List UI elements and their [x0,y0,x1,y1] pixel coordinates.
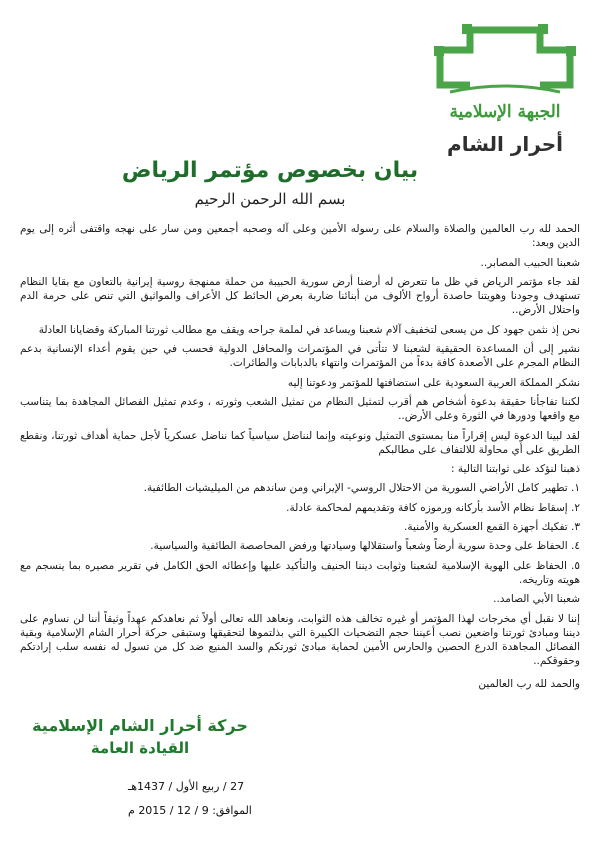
paragraph-principles-intro: ذهبنا لنؤكد على ثوابتنا التالية : [451,463,580,476]
signature-block [20,716,260,757]
logo-text-front: الجبهة الإسلامية [449,102,561,122]
principle-item-1: ١. تطهير كامل الأراضي السورية من الاحتلال الروسي- الإيراني ومن ساندهم من الميليشيات الطائفية. [143,482,580,495]
leadership-name: القيادة العامة [90,739,190,757]
paragraph-opening: الحمد لله رب العالمين والصلاة والسلام على رسوله الأمين وعلى آله وصحبه أجمعين ومن سار على نهجه واقتفى أثره إلى يوم الدين وبعد: [20,223,580,250]
logo-text-name: أحرار الشام [447,132,563,156]
paragraph-closing: والحمد لله رب العالمين [478,677,580,690]
paragraph-address: شعبنا الحبيب المصابر.. [480,256,580,269]
paragraph-appreciation: نحن إذ نثمن جهود كل من يسعى لتخفيف آلام شعبنا ويساعد في لملمة جراحه ويقف مع مطالب ثورتنا المباركة وقضايانا العادلة [38,323,580,336]
paragraph-address-2: شعبنا الأبي الصامد.. [493,593,580,606]
basmala: بسم الله الرحمن الرحيم [194,190,346,208]
hijri-date: 27 / ربيع الأول / 1437هـ [128,780,245,793]
principle-item-3: ٣. تفكيك أجهزة القمع العسكرية والأمنية. [404,521,580,534]
principle-item-2: ٢. إسقاط نظام الأسد بأركانه ورموزه كافة وتقديمهم لمحاكمة عادلة. [286,501,580,514]
paragraph-participation: لقد لبينا الدعوة ليس إقراراً منا بمستوى التمثيل ونوعيته وإنما لنناضل سياسياً كما نناضل عسكرياً لأجل حماية أهداف ثورتنا، ونقطع الطريق على أي محاولة للالتفاف على مطالبكم [20,429,580,456]
paragraph-thanks: نشكر المملكة العربية السعودية على استضافتها للمؤتمر ودعوتنا إليه [287,376,580,389]
paragraph-note: نشير إلى أن المساعدة الحقيقية لشعبنا لا تتأتى في المؤتمرات والمحافل الدولية فحسب في حين يقوم أعداء الإنسانية بدعم النظام المجرم على الأصعدة كافة بدءاً من المؤتمرات وانتهاء بالدبابات والطائرات. [20,343,580,370]
movement-name: حركة أحرار الشام الإسلامية [32,716,248,735]
gregorian-date: الموافق: 9 / 12 / 2015 م [128,804,252,817]
page-title: بيان بخصوص مؤتمر الرياض [121,158,419,183]
organization-logo [430,20,580,170]
paragraph-context: لقد جاء مؤتمر الرياض في ظل ما تتعرض له أرضنا أرض سورية الحبيبة من حملة ممنهجة روسية إيرانية بالتعاون مع بقايا النظام تستهدف وجودنا وهويتنا حاصدة أرواح الألوف من أبنائنا ضاربة بعرض الحائط كل الأعراف والمواثيق التي تنص على حرمة الدم واحتلال الأرض.. [20,275,580,317]
paragraph-pledge: إننا لا نقبل أي مخرجات لهذا المؤتمر أو غيره تخالف هذه الثوابت، ونعاهد الله تعالى أولاً ثم نعاهدكم عهداً وثيقاً أننا لن نساوم على ديننا ومبادئ ثورتنا واضعين نصب أعيننا حجم التضحيات الكبيرة التي بذلتموها لتحقيقها وستبقى حركة أحرار الشام الإسلامية وبقية الفصائل المجاهدة الدرع الحصين والحارس الأمين لحماية مبادئ ثورتكم والسد المنيع ضد كل من تسول له نفسه سلب إرادتكم وحقوقكم.. [20,612,580,668]
statement-body [20,222,580,696]
principle-item-4: ٤. الحفاظ على وحدة سورية أرضاً وشعباً واستقلالها وسيادتها ورفض المحاصصة الطائفية والسياسية. [150,540,580,553]
principle-item-5: ٥. الحفاظ على الهوية الإسلامية لشعبنا وثوابت ديننا الحنيف والتأكيد عليها وإعطائه الحق الكامل في تقرير مصيره بما ينسجم مع هويته وتاريخه. [20,559,580,586]
paragraph-surprise: لكننا تفاجأنا حقيقة بدعوة أشخاص هم أقرب لتمثيل النظام من تمثيل الشعب وثورته ، وعدم تمثيل الفصائل المجاهدة بما يتناسب مع واقعها ودورها في الثورة وعلى الأرض.. [20,395,580,423]
